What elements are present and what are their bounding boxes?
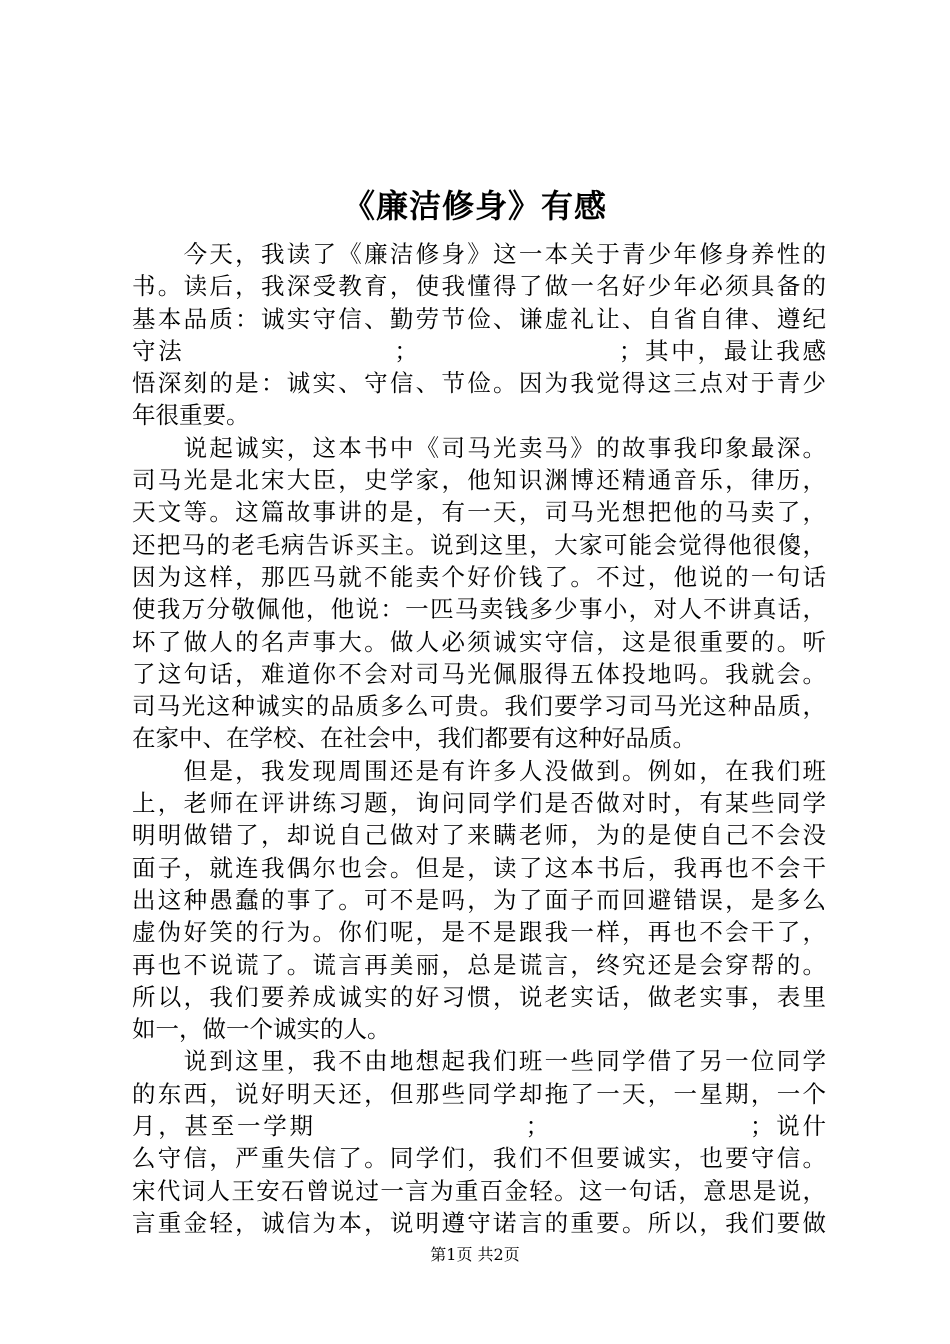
- body-line: 书。读后，我深受教育，使我懂得了做一名好少年必须具备的: [132, 272, 826, 301]
- body-line: 所以，我们要养成诚实的好习惯，说老实话，做老实事，表里: [132, 982, 826, 1011]
- body-line: 司马光是北宋大臣，史学家，他知识渊博还精通音乐，律历，: [132, 466, 826, 495]
- body-line: 今天，我读了《廉洁修身》这一本关于青少年修身养性的: [132, 240, 826, 268]
- body-line: 说起诚实，这本书中《司马光卖马》的故事我印象最深。: [132, 433, 826, 462]
- body-line: 宋代词人王安石曾说过一言为重百金轻。这一句话，意思是说，: [132, 1176, 826, 1205]
- body-line: 还把马的老毛病告诉买主。说到这里，大家可能会觉得他很傻，: [132, 530, 826, 559]
- body-line: 守法 ； ；其中，最让我感: [132, 336, 826, 365]
- body-line: 的东西，说好明天还，但那些同学却拖了一天，一星期，一个: [132, 1079, 826, 1108]
- body-line: 出这种愚蠢的事了。可不是吗，为了面子而回避错误，是多么: [132, 885, 826, 914]
- document-title: 《廉洁修身》有感: [342, 187, 607, 225]
- body-line: 天文等。这篇故事讲的是，有一天，司马光想把他的马卖了，: [132, 498, 826, 527]
- body-line: 月，甚至一学期 ； ；说什: [132, 1112, 826, 1141]
- document-body: [132, 238, 826, 1239]
- body-line: 年很重要。: [132, 401, 250, 430]
- body-line: 但是，我发现周围还是有许多人没做到。例如，在我们班: [132, 756, 826, 785]
- body-line: 说到这里，我不由地想起我们班一些同学借了另一位同学: [132, 1047, 826, 1076]
- body-line: 面子，就连我偶尔也会。但是，读了这本书后，我再也不会干: [132, 853, 826, 882]
- body-line: 司马光这种诚实的品质多么可贵。我们要学习司马光这种品质，: [132, 692, 826, 721]
- body-line: 悟深刻的是：诚实、守信、节俭。因为我觉得这三点对于青少: [132, 369, 826, 398]
- page-number-footer: 第1页 共2页: [430, 1245, 520, 1264]
- body-line: 基本品质：诚实守信、勤劳节俭、谦虚礼让、自省自律、遵纪: [132, 304, 826, 333]
- body-line: 使我万分敬佩他，他说：一匹马卖钱多少事小，对人不讲真话，: [132, 595, 826, 624]
- body-line: 再也不说谎了。谎言再美丽，总是谎言，终究还是会穿帮的。: [132, 950, 826, 979]
- body-line: 虚伪好笑的行为。你们呢，是不是跟我一样，再也不会干了，: [132, 918, 826, 947]
- body-line: 坏了做人的名声事大。做人必须诚实守信，这是很重要的。听: [132, 627, 826, 656]
- body-line: 了这句话，难道你不会对司马光佩服得五体投地吗。我就会。: [132, 659, 826, 688]
- body-line: 因为这样，那匹马就不能卖个好价钱了。不过，他说的一句话: [132, 562, 826, 591]
- body-line: 在家中、在学校、在社会中，我们都要有这种好品质。: [132, 724, 696, 753]
- body-line: 如一，做一个诚实的人。: [132, 1015, 391, 1044]
- body-line: 言重金轻，诚信为本，说明遵守诺言的重要。所以，我们要做: [132, 1208, 826, 1237]
- body-line: 明明做错了，却说自己做对了来瞒老师，为的是使自己不会没: [132, 821, 826, 850]
- body-line: 上，老师在评讲练习题，询问同学们是否做对时，有某些同学: [132, 789, 826, 818]
- body-line: 么守信，严重失信了。同学们，我们不但要诚实，也要守信。: [132, 1144, 826, 1173]
